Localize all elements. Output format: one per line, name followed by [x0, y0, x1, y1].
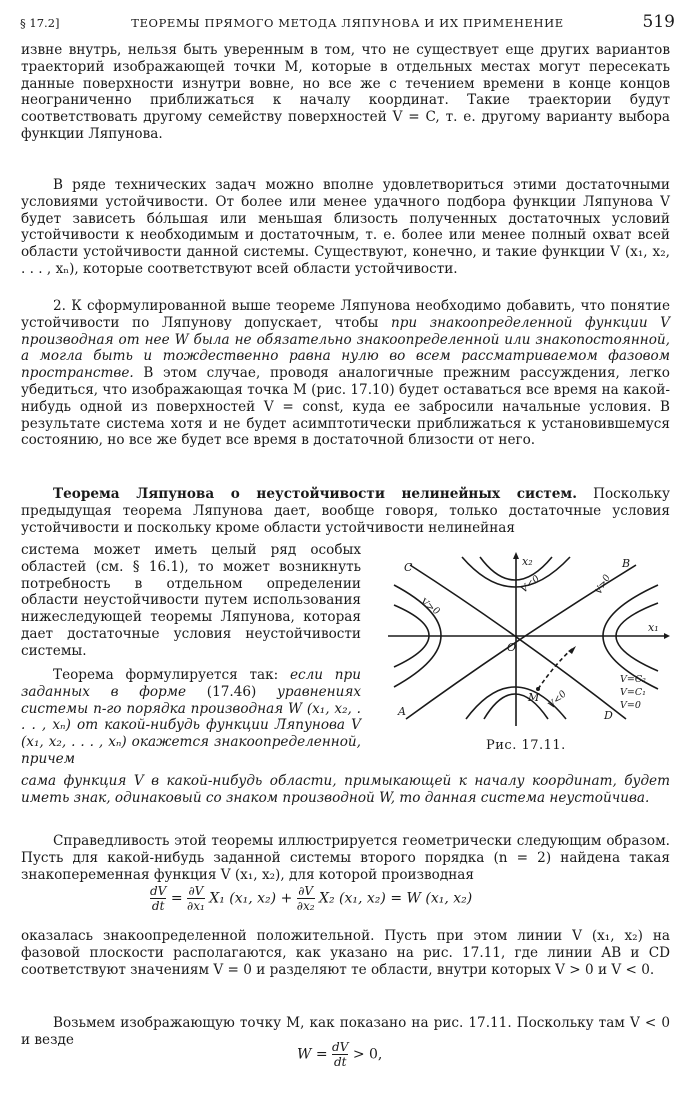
label-c: C: [404, 561, 413, 574]
legend-v-0: V=0: [620, 700, 641, 711]
paragraph-7-text: оказалась знакоопределенной положительной. Пусть при этом линии V (x₁, x₂) на фазовой плоскости располагаются, как указано на рис. 17.11, где линии AB и CD соответствуют значениям V = 0 и разделяют те области, внутри которых V > 0 и V < 0.: [21, 928, 670, 978]
trajectory-arrow-icon: [568, 646, 576, 654]
legend-v-c1: V=C₁: [620, 687, 646, 698]
label-v-neg-top: V<0: [518, 573, 542, 596]
paragraph-7: [21, 928, 670, 978]
running-title: ТЕОРЕМЫ ПРЯМОГО МЕТОДА ЛЯПУНОВА И ИХ ПРИМЕНЕНИЕ: [131, 16, 564, 30]
figure-caption: Рис. 17.11.: [486, 738, 566, 753]
theorem-heading: Теорема Ляпунова о неустойчивости нелинейных систем.: [53, 486, 577, 502]
paragraph-4: [21, 486, 670, 536]
right-curve-2: [616, 603, 658, 671]
equation-1: [150, 884, 472, 913]
eq1-t1-rest: X₁ (x₁, x₂) +: [209, 890, 293, 907]
paragraph-5-continued: [21, 773, 670, 807]
label-b: B: [622, 557, 631, 570]
trajectory: [538, 649, 572, 689]
paragraph-1-text: извне внутрь, нельзя быть уверенным в том, что не существует еще других вариантов траекторий изображающей точки M, которые в отдельных местах могут пересекать данные поверхности изнутри вовне, но все же с течением времени в конце концов неограниченно приближаться к началу координат. Такие траектории будут соответствовать другому семейству поверхностей V = C, т. е. другому варианту выбора функции Ляпунова.: [21, 42, 670, 142]
label-x2: x₂: [522, 555, 533, 568]
paragraph-3: [21, 298, 670, 449]
paragraph-6: [21, 833, 670, 883]
paragraph-4-text: [21, 486, 670, 536]
paragraph-4-cont-text: система может иметь целый ряд особых областей (см. § 16.1), то может возникнуть потребность в отдельном определении области неустойчивости путем использования нижеследующей теоремы Ляпунова, которая дает достаточные условия неустойчивости системы.: [21, 542, 361, 659]
legend-v-c2: V=C₂: [620, 674, 646, 685]
eq1-t1-den: ∂x₁: [187, 899, 205, 913]
paragraph-3-a: 2. К сформулированной выше теореме Ляпунова необходимо добавить, что понятие устойчивости по Ляпунову допускает, чтобы: [21, 298, 670, 331]
paragraph-1: [21, 42, 670, 143]
paragraph-3-italic: при знакоопределенной функции V производная от нее W была не обязательно знакоопределенной или знакопостоянной, а могла быть и тождественно равна нулю во всем рассматриваемом фазовом пространстве.: [21, 314, 670, 382]
page-number: 519: [642, 12, 675, 32]
paragraph-5: [21, 667, 361, 768]
label-v-pos-left: V>0: [418, 596, 442, 618]
running-header: [20, 14, 675, 34]
eq2-lhs: W =: [297, 1046, 328, 1063]
eq1-t2-frac: [297, 884, 315, 913]
eq1-t1-num: ∂V: [188, 884, 204, 898]
paragraph-5-a: Теорема формулируется так:: [53, 667, 290, 683]
label-x1: x₁: [648, 621, 659, 634]
eq2-num: dV: [332, 1040, 349, 1054]
x1-axis-arrow-icon: [664, 633, 670, 639]
section-ref: § 17.2]: [20, 16, 60, 30]
paragraph-4-continued: [21, 542, 361, 660]
paragraph-5-c: (17.46): [186, 683, 278, 700]
paragraph-5-cont-text: сама функция V в какой-нибудь области, примыкающей к началу координат, будет иметь знак, одинаковый со знаком производной W, то данная система неустойчива.: [21, 773, 670, 806]
label-m: M: [528, 691, 540, 704]
label-v-neg-bottom: V<0: [546, 688, 569, 712]
paragraph-5-b: если при заданных в форме: [21, 667, 361, 700]
label-v-pos-right: V>0: [593, 572, 614, 597]
paragraph-6-text: Справедливость этой теоремы иллюстрируется геометрически следующим образом. Пусть для какой-нибудь заданной системы второго порядка (n = 2) найдена такая знакопеременная функция V (x₁, x₂), для которой производная: [21, 833, 670, 883]
eq1-t2-num: ∂V: [298, 884, 314, 898]
eq1-t1-frac: [187, 884, 205, 913]
equation-2: [297, 1040, 382, 1069]
paragraph-2: [21, 177, 670, 278]
line-cd: [410, 565, 626, 719]
eq2-den: dt: [333, 1055, 347, 1069]
paragraph-5-d: уравнениях системы n-го порядка производная W (x₁, x₂, . . . , xₙ) от какой-нибудь функции Ляпунова V (x₁, x₂, . . . , xₙ) окажется знакоопределенной, причем: [21, 683, 361, 767]
label-a: A: [398, 705, 406, 718]
eq1-equals: =: [170, 890, 183, 907]
label-d: D: [604, 709, 613, 722]
eq1-lhs-num: dV: [150, 884, 167, 898]
figure-17-11: [388, 551, 670, 726]
eq2-rhs: > 0,: [352, 1046, 383, 1063]
eq1-lhs-den: dt: [151, 899, 165, 913]
paragraph-4-body: Поскольку предыдущая теорема Ляпунова дает, вообще говоря, только достаточные условия устойчивости и поскольку кроме области устойчивости нелинейная: [21, 486, 671, 536]
eq2-frac: [332, 1040, 348, 1069]
paragraph-3-text: [21, 298, 670, 449]
label-origin: O: [507, 641, 517, 654]
paragraph-8-text: Возьмем изображающую точку M, как показано на рис. 17.11. Поскольку там V < 0 и везде: [21, 1015, 670, 1048]
eq1-t2-rest: X₂ (x₁, x₂) = W (x₁, x₂): [319, 890, 473, 907]
x2-axis-arrow-icon: [513, 552, 519, 559]
paragraph-2-text: В ряде технических задач можно вполне удовлетвориться этими достаточными условиями устойчивости. От более или менее удачного подбора функции Ляпунова V будет зависеть бо́льшая или меньшая близость полученных достаточных условий устойчивости к необходимым и достаточным, т. е. более или менее полный охват всей области устойчивости данной системы. Существуют, конечно, и такие функции V (x₁, x₂, . . . , xₙ), которые соответствуют всей области устойчивости.: [21, 177, 670, 277]
paragraph-5-text: [21, 667, 361, 768]
paragraph-3-c: В этом случае, проводя аналогичные прежним рассуждения, легко убедиться, что изображающая точка M (рис. 17.10) будет оставаться все время на какой-нибудь одной из поверхностей V = const, куда ее забросили начальные условия. В результате система хотя и не будет асимптотически приближаться к установившемуся состоянию, но все же будет все время в достаточной близости от него.: [21, 365, 670, 449]
eq1-lhs-frac: [150, 884, 166, 913]
eq1-t2-den: ∂x₂: [296, 899, 315, 913]
